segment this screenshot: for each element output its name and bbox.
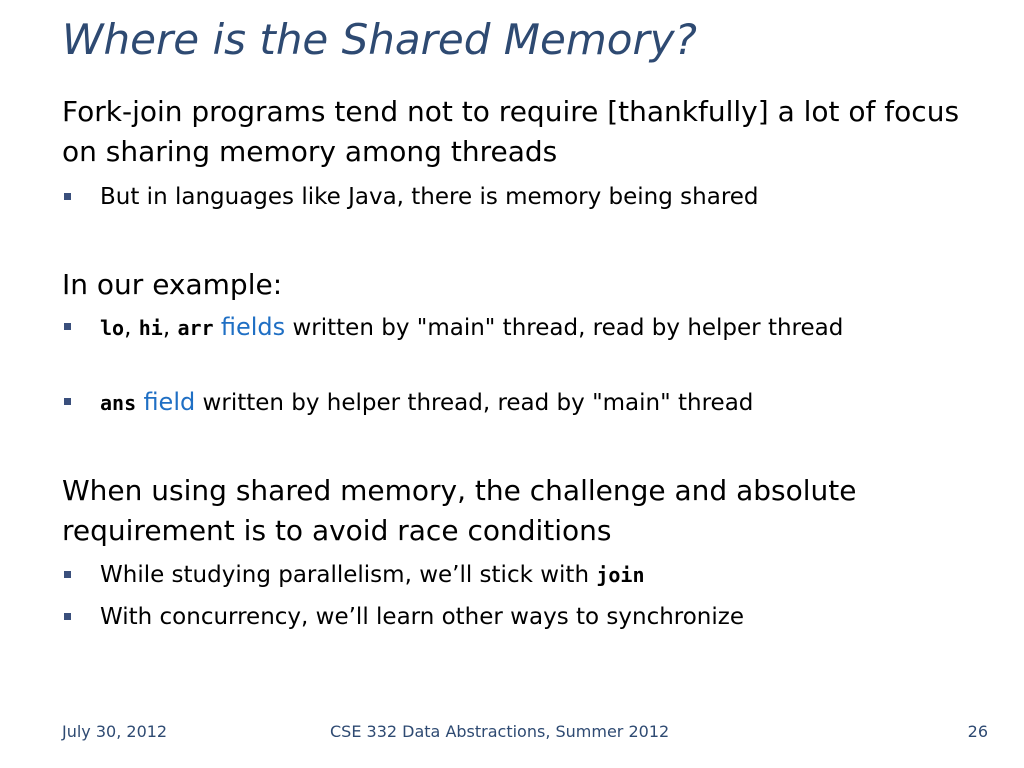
footer-page-number: 26: [967, 722, 988, 741]
bullet-text: But in languages like Java, there is memory being shared: [100, 184, 759, 210]
paragraph-shared-memory-challenge: When using shared memory, the challenge and absolute requirement is to avoid race conditions: [62, 474, 857, 547]
bullet-ans-field: [62, 384, 962, 421]
bullet-text: written by helper thread, read by "main" thread: [195, 390, 754, 416]
bullet-text: written by "main" thread, read by helper thread: [285, 315, 844, 341]
accent-field: field: [143, 388, 196, 416]
code-arr: arr: [177, 316, 214, 340]
bullet-text: While studying parallelism, we’ll stick with: [100, 562, 597, 588]
paragraph-fork-join: Fork-join programs tend not to require [thankfully] a lot of focus on sharing memory among threads: [62, 95, 960, 168]
code-ans: ans: [100, 391, 137, 415]
separator: ,: [162, 315, 178, 341]
paragraph-our-example: In our example:: [62, 268, 283, 301]
separator: ,: [124, 315, 139, 341]
code-join: join: [596, 563, 645, 587]
bullet-marker-icon: [64, 323, 71, 330]
bullet-java-shared-memory: [62, 179, 962, 215]
bullet-marker-icon: [64, 193, 71, 200]
bullet-marker-icon: [64, 398, 71, 405]
bullet-marker-icon: [64, 613, 71, 620]
slide-title: Where is the Shared Memory?: [62, 15, 697, 64]
code-hi: hi: [138, 316, 163, 340]
accent-fields: fields: [220, 313, 286, 341]
bullet-fields-written-by-main: [62, 309, 962, 346]
bullet-parallelism-join: [62, 557, 962, 593]
bullet-text: With concurrency, we’ll learn other ways to synchronize: [100, 604, 744, 630]
bullet-marker-icon: [64, 571, 71, 578]
footer-course: CSE 332 Data Abstractions, Summer 2012: [330, 722, 670, 741]
footer-date: July 30, 2012: [62, 722, 168, 741]
bullet-concurrency: [62, 599, 962, 635]
code-lo: lo: [100, 316, 125, 340]
